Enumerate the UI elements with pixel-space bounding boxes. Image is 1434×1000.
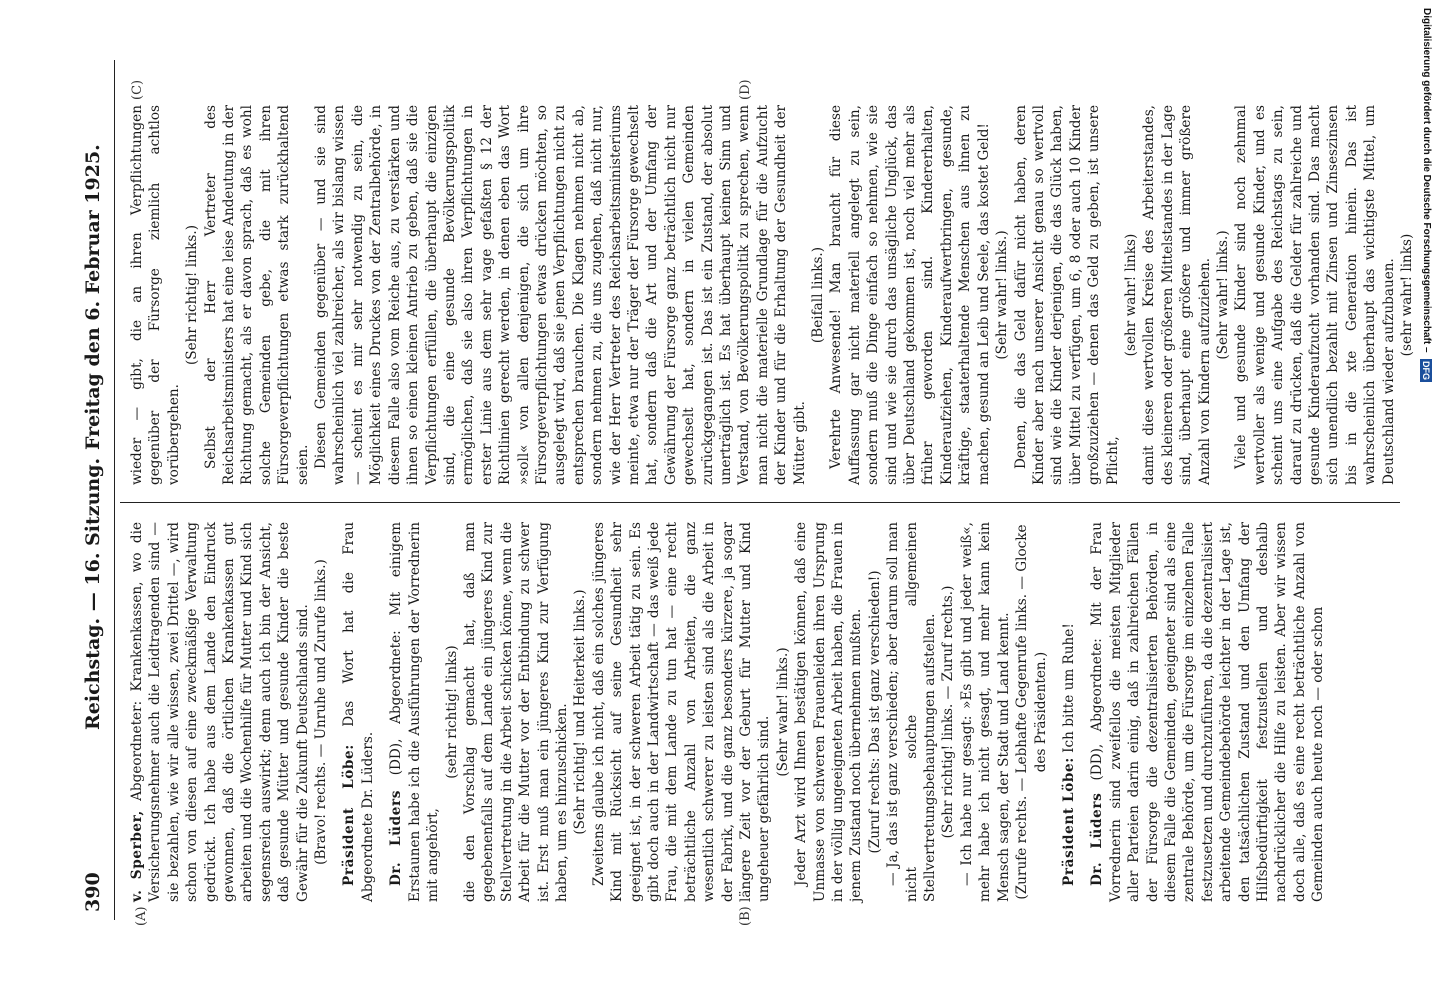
paragraph-text: damit diese wertvollen Kreise des Arbeiterstandes, des kleineren oder größeren Mittelstandes in der Lage sind, überhaupt eine größere und immer größere Anzahl von Kindern aufzuziehen. xyxy=(1141,105,1213,485)
paragraph xyxy=(939,522,957,902)
paragraph-text: (Zurufe rechts. — Lebhafte Gegenrufe links. — Glocke des Präsidenten.) xyxy=(1014,524,1049,900)
paragraph xyxy=(571,522,589,902)
paragraph xyxy=(809,105,827,485)
paragraph xyxy=(792,522,866,902)
paragraph xyxy=(443,522,461,902)
margin-marker-c: (C) xyxy=(130,79,145,100)
paragraph xyxy=(1214,105,1232,485)
paragraph xyxy=(590,522,774,902)
paragraph-text: (Sehr richtig! und Heiterkeit links.) xyxy=(572,589,589,835)
paragraph-text: (sehr richtig! links) xyxy=(443,645,460,779)
paragraph xyxy=(340,522,377,902)
paragraph-text: (sehr wahr! links) xyxy=(1122,233,1139,357)
paragraph-text: Jeder Arzt wird Ihnen bestätigen können, daß eine Unmasse von schweren Frauenleiden ihren Ursprung in der völlig ungeeigneten Arbeit haben, die Frauen in jenem Zustand noch übernehmen mußten. xyxy=(793,522,865,902)
speaker-name: Dr. Lüders xyxy=(388,790,405,886)
paragraph xyxy=(884,522,939,902)
paragraph xyxy=(774,522,792,902)
paragraph-text: (Sehr richtig! links. — Zuruf rechts.) xyxy=(940,585,957,839)
paragraph-text: — Ja, das ist ganz verschieden; aber darum soll man nicht solche allgemeinen Stellvertretungsbehauptungen aufstellen. xyxy=(885,522,939,902)
header-right-title: Freitag den 6. Februar 1925. xyxy=(82,144,104,450)
paragraph xyxy=(312,105,809,485)
paragraph-text: (Sehr wahr! links.) xyxy=(774,647,791,777)
paragraph-text: wieder — gibt, die an ihren Verpflichtungen gegenüber der Fürsorge ziemlich achtlos vorübergehen. xyxy=(129,105,182,485)
paragraph xyxy=(128,105,183,485)
dfg-logo: DFG xyxy=(1421,361,1431,381)
paragraph xyxy=(1122,105,1140,485)
paragraph xyxy=(1088,522,1327,902)
paragraph xyxy=(1012,105,1122,485)
speaker-name: Dr. Lüders xyxy=(1089,792,1106,886)
paragraph-text: (Sehr richtig! links.) xyxy=(184,224,201,366)
paragraph xyxy=(1060,522,1078,902)
paragraph-text: Zweitens glaube ich nicht, daß ein solches jüngeres Kind mit Rücksicht auf seine Gesundheit sehr geeignet ist, in der schweren Arbeit tätig zu sein. Es gibt doch auch in der Landwirtschaft — das weiß jede Frau, die mit dem Lande zu tun hat — eine recht beträchtliche Anzahl von Arbeiten, die ganz wesentlich schwerer zu leisten sind als die Arbeit in der Fabrik, und die ganz besonders kürzere, ja sogar längere Zeit vor der Geburt für Mutter und Kind ungeheuer gefährlich sind. xyxy=(590,522,773,902)
header-left-title: Reichstag. — 16. Sitzung. xyxy=(82,457,104,730)
paragraph-text: — Ich habe nur gesagt: »Es gibt und jeder weiß«, mehr habe ich nicht gesagt, und mehr kann kein Mensch sagen, der Stadt und Land kennt. xyxy=(958,522,1012,902)
margin-marker-b: (B) xyxy=(738,906,753,926)
paragraph-text: (sehr wahr! links) xyxy=(1399,233,1416,357)
page-number: 390 xyxy=(82,872,104,912)
speaker-name: Präsident Löbe: xyxy=(341,744,358,886)
paragraph-text: (DD), Abgeordnete: Mit der Frau Vorrednerin sind zweifellos die meisten Mitglieder aller Parteien darin einig, daß in zahlreichen Fällen der Fürsorge die dezentralisierten Behörden, in diesem Falle die Gemeinden, geeigneter sind als eine zentrale Behörde, um die Fürsorge im einzelnen Falle festzusetzen und durchzuführen, da die dezentralisiert arbeitende Gemeindebehörde leichter in der Lage ist, den tatsächlichen Zustand und den Umfang der Hilfsbedürftigkeit festzustellen und deshalb nachdrücklicher die Hilfe zu leisten. Aber wir wissen doch alle, daß es eine recht beträchtliche Anzahl von Gemeinden auch heute noch — oder schon xyxy=(1089,522,1327,902)
paragraph xyxy=(993,105,1011,485)
paragraph xyxy=(958,522,1013,902)
paragraph xyxy=(1140,105,1214,485)
paragraph-text: (Sehr wahr! links.) xyxy=(994,230,1011,360)
paragraph xyxy=(866,522,884,902)
right-column xyxy=(128,105,1416,485)
speaker-name: Präsident Löbe: xyxy=(1060,757,1077,886)
header-rule xyxy=(114,60,115,920)
paragraph-text: Das Wort hat die Frau Abgeordnete Dr. Lüders. xyxy=(341,522,376,902)
paragraph xyxy=(461,522,571,902)
paragraph-text: die den Vorschlag gemacht hat, daß man gegebenenfalls auf dem Lande ein jüngeres Kind zur Stellvertretung in die Arbeit schicken könne, wenn die Arbeit für die Mutter vor der Entbindung zu schwer ist. Erst muß man ein jüngeres Kind zur Verfügung haben, um es hinzuschicken. xyxy=(461,522,570,902)
paragraph-text: Abgeordneter: Krankenkassen, wo die Versicherungsnehmer auch die Leidtragenden sind — sie bezahlen, wie wir alle wissen, zwei Drittel —, wird schon von diesen auf eine zweckmäßige Verwaltung gedrückt. Ich habe aus dem Lande den Eindruck gewonnen, daß die örtlichen Krankenkassen gut arbeiten und die Wochenhilfe für Mutter und Kind sich segensreich auswirkt; denn auch ich bin der Ansicht, daß gesunde Mütter und gesunde Kinder die beste Gewähr für die Zukunft Deutschlands sind. xyxy=(129,522,311,902)
paragraph-text: (DD), Abgeordnete: Mit einigem Erstaunen habe ich die Ausführungen der Vorrednerin mit angehört, xyxy=(388,522,442,902)
paragraph-text: Verehrte Anwesende! Man braucht für diese Auffassung gar nicht materiell angelegt zu sein, sondern muß die Dinge einfach so nehmen, wie sie sind und wie sie durch das unsägliche Unglück, das über Deutschland gekommen ist, noch viel mehr als früher geworden sind. Kindererhalten, Kinderaufziehen, Kinderaufwertbringen, gesunde, kräftige, staaterhaltende Menschen aus ihnen zu machen, gesund an Leib und Seele, das kostet Geld! xyxy=(828,105,992,485)
paragraph xyxy=(202,105,312,485)
paragraph xyxy=(183,105,201,485)
paragraph-text: Viele und gesunde Kinder sind noch zehnmal wertvoller als wenige und gesunde Kinder, und es scheint uns eine Aufgabe des Reichstags zu sein, darauf zu drücken, daß die Gelder für zahlreiche und gesunde Kinderaufzucht vorhanden sind. Das macht sich unendlich bezahlt mit Zinsen und Zinseszinsen bis in die xte Generation hinein. Das ist wahrscheinlich überhaupt das wichtigste Mittel, um Deutschland wieder aufzubauen. xyxy=(1233,105,1397,485)
paragraph xyxy=(1232,105,1398,485)
paragraph xyxy=(827,105,993,485)
paragraph-text: (Bravo! rechts. — Unruhe und Zurufe links.) xyxy=(313,559,330,865)
speaker-name: v. Sperber, xyxy=(129,810,145,902)
paragraph-text: (Sehr wahr! links.) xyxy=(1214,230,1231,360)
paragraph-text: Selbst der Herr Vertreter des Reichsarbeitsministers hat eine leise Andeutung in der Richtung gemacht, als er davon sprach, daß es wohl solche Gemeinden gebe, die mit ihren Fürsorgeverpflichtungen etwas stark zurückhaltend seien. xyxy=(202,105,311,485)
paragraph xyxy=(128,522,312,902)
margin-marker-d: (D) xyxy=(738,79,753,100)
paragraph-text: (Beifall links.) xyxy=(810,246,827,344)
column-divider xyxy=(120,502,1400,503)
paragraph-text: Denen, die das Geld dafür nicht haben, deren Kinder aber nach unserer Ansicht genau so wertvoll sind wie die Kinder derjenigen, die das Glück haben, über Mittel zu verfügen, um 6, 8 oder auch 10 Kinder großzuziehen — denen das Geld zu geben, ist unsere Pflicht, xyxy=(1012,105,1121,485)
margin-marker-a: (A) xyxy=(134,906,149,926)
paragraph xyxy=(312,522,330,902)
paragraph-text: Ich bitte um Ruhe! xyxy=(1060,623,1077,758)
paragraph xyxy=(1398,105,1416,485)
paragraph xyxy=(1013,522,1050,902)
paragraph-text: Diesen Gemeinden gegenüber — und sie sind wahrscheinlich viel zahlreicher, als wir bislang wissen — scheint es mir sehr notwendig zu sein, die Möglichkeit eines Druckes von der Zentralbehörde, in diesem Falle also vom Reiche aus, zu verstärken und ihnen so einen kleinen Antrieb zu geben, daß sie die Verpflichtungen erfüllen, die überhaupt die einzigen sind, die eine gesunde Bevölkerungspolitik ermöglichen, daß sie also ihren Verpflichtungen in erster Linie aus dem sehr vage gefaßten § 12 der Richtlinien gerecht werden, in denen eben das Wort »soll« von allen denjenigen, die sich um ihre Fürsorgeverpflichtungen etwas drücken möchten, so ausgelegt wird, daß sie jenen Verpflichtungen nicht zu entsprechen brauchen. Die Klagen nehmen nicht ab, sondern nehmen zu, die uns zugehen, daß nicht nur, wie der Herr Vertreter des Reichsarbeitsministeriums meinte, etwa nur der Träger der Fürsorge gewechselt hat, sondern daß die Art und der Umfang der Gewährung der Fürsorge ganz beträchtlich nicht nur gewechselt hat, sondern in vielen Gemeinden zurückgegangen ist. Das ist ein Zustand, der absolut unerträglich ist. Es hat überhaupt keinen Sinn und Verstand, von Bevölkerungspolitik zu sprechen, wenn man nicht die materielle Grundlage für die Aufzucht der Kinder und für die Erhaltung der Gesundheit der Mütter gibt. xyxy=(313,105,808,485)
credit-text: Digitalisierung gefördert durch die Deutsche Forschungsgemeinschaft – xyxy=(1421,8,1432,353)
paragraph-text: (Zuruf rechts: Das ist ganz verschieden!) xyxy=(866,570,883,854)
left-column xyxy=(128,522,1328,902)
digitization-credit xyxy=(1420,8,1432,382)
paragraph xyxy=(387,522,442,902)
page-header xyxy=(82,60,122,920)
